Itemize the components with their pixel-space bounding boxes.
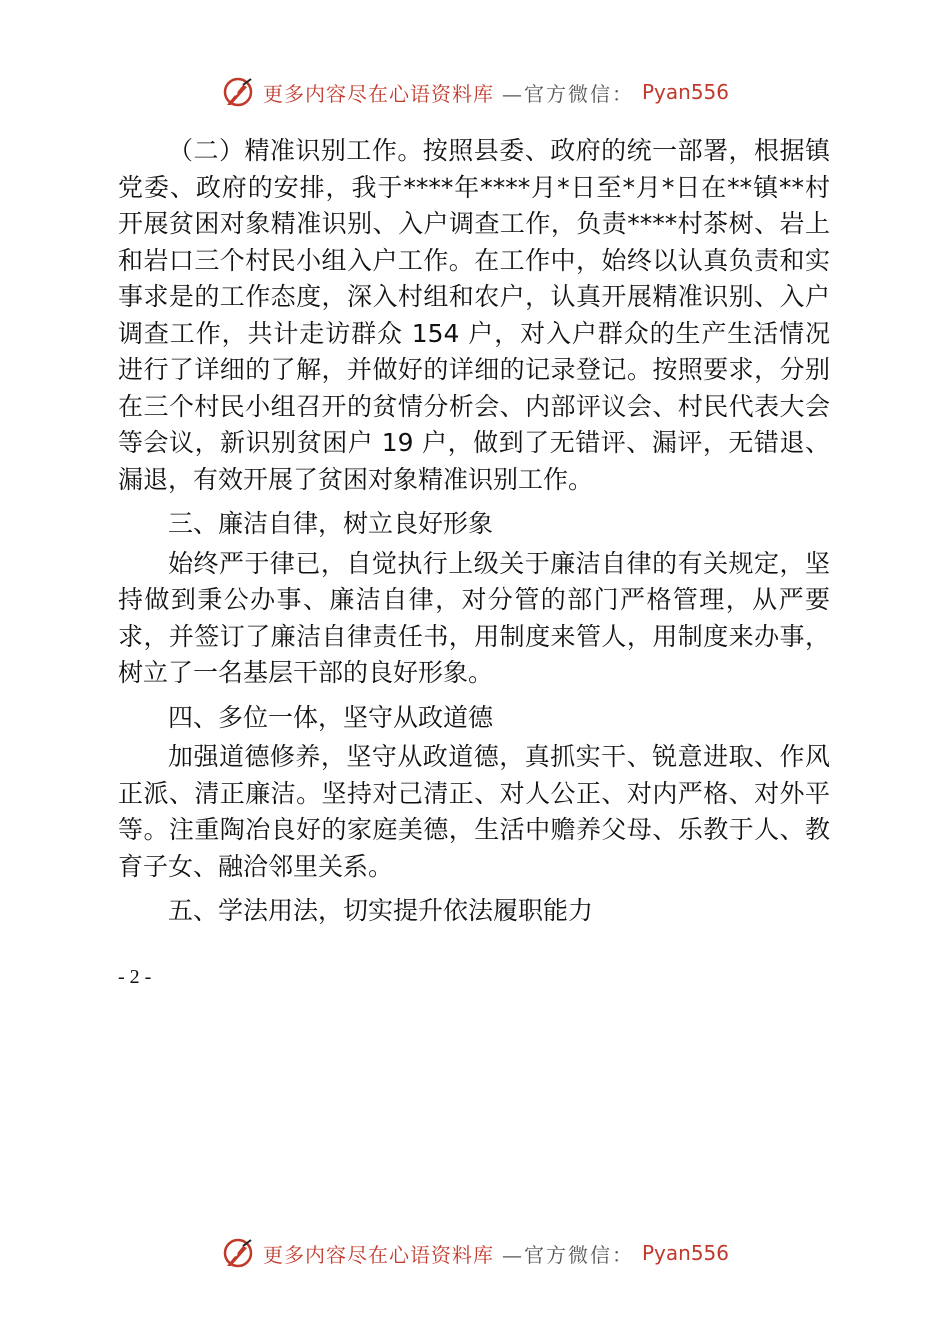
heading-law: 五、学法用法，切实提升依法履职能力 [168, 896, 594, 925]
watermark-wechat-id: Pyan556 [641, 1241, 729, 1265]
quill-logo-icon [221, 75, 255, 109]
paragraph-ethics: 加强道德修养，坚守从政道德，真抓实干、锐意进取、作风正派、清正廉洁。坚持对己清正、对人公正、对内严格、对外平等。注重陶冶良好的家庭美德，生活中赡养父母、乐教于人、教育子女、融洽邻里关系。 [118, 742, 830, 881]
watermark-main-text: 更多内容尽在心语资料库 [262, 1242, 494, 1267]
watermark-main-text: 更多内容尽在心语资料库 [262, 81, 494, 106]
page-number: - 2 - [118, 966, 152, 988]
heading-ethics: 四、多位一体，坚守从政道德 [168, 702, 494, 732]
paragraph-integrity: 始终严于律已，自觉执行上级关于廉洁自律的有关规定，坚持做到秉公办事、廉洁自律，对分管的部门严格管理，从严要求，并签订了廉洁自律责任书，用制度来管人，用制度来办事，树立了一名基层干部的良好形象。 [118, 548, 830, 687]
watermark-wechat-id: Pyan556 [641, 80, 729, 104]
watermark-separator-text: —官方微信： [501, 81, 634, 106]
watermark-separator-text: —官方微信： [501, 1242, 634, 1267]
paragraph-precise-identification: （二）精准识别工作。按照县委、政府的统一部署，根据镇党委、政府的安排，我于****年****月*日至*月*日在**镇**村开展贫困对象精准识别、入户调查工作，负责****村茶树、岩上和岩口三个村民小组入户工作。在工作中，始终以认真负责和实事求是的工作态度，深入村组和农户，认真开展精准识别、入户调查工作，共计走访群众 154 户，对入户群众的生产生活情况进行了详细的了解，并做好的详细的记录登记。按照要求，分别在三个村民小组召开的贫情分析会、内部评议会、村民代表大会等会议，新识别贫困户 19 户，做到了无错评、漏评，无错退、漏退，有效开展了贫困对象精准识别工作。 [118, 136, 830, 494]
header-watermark [0, 72, 950, 112]
footer-watermark [0, 1233, 950, 1273]
heading-integrity: 三、廉洁自律，树立良好形象 [168, 509, 494, 538]
document-body [118, 133, 830, 930]
quill-logo-icon [221, 1236, 255, 1270]
